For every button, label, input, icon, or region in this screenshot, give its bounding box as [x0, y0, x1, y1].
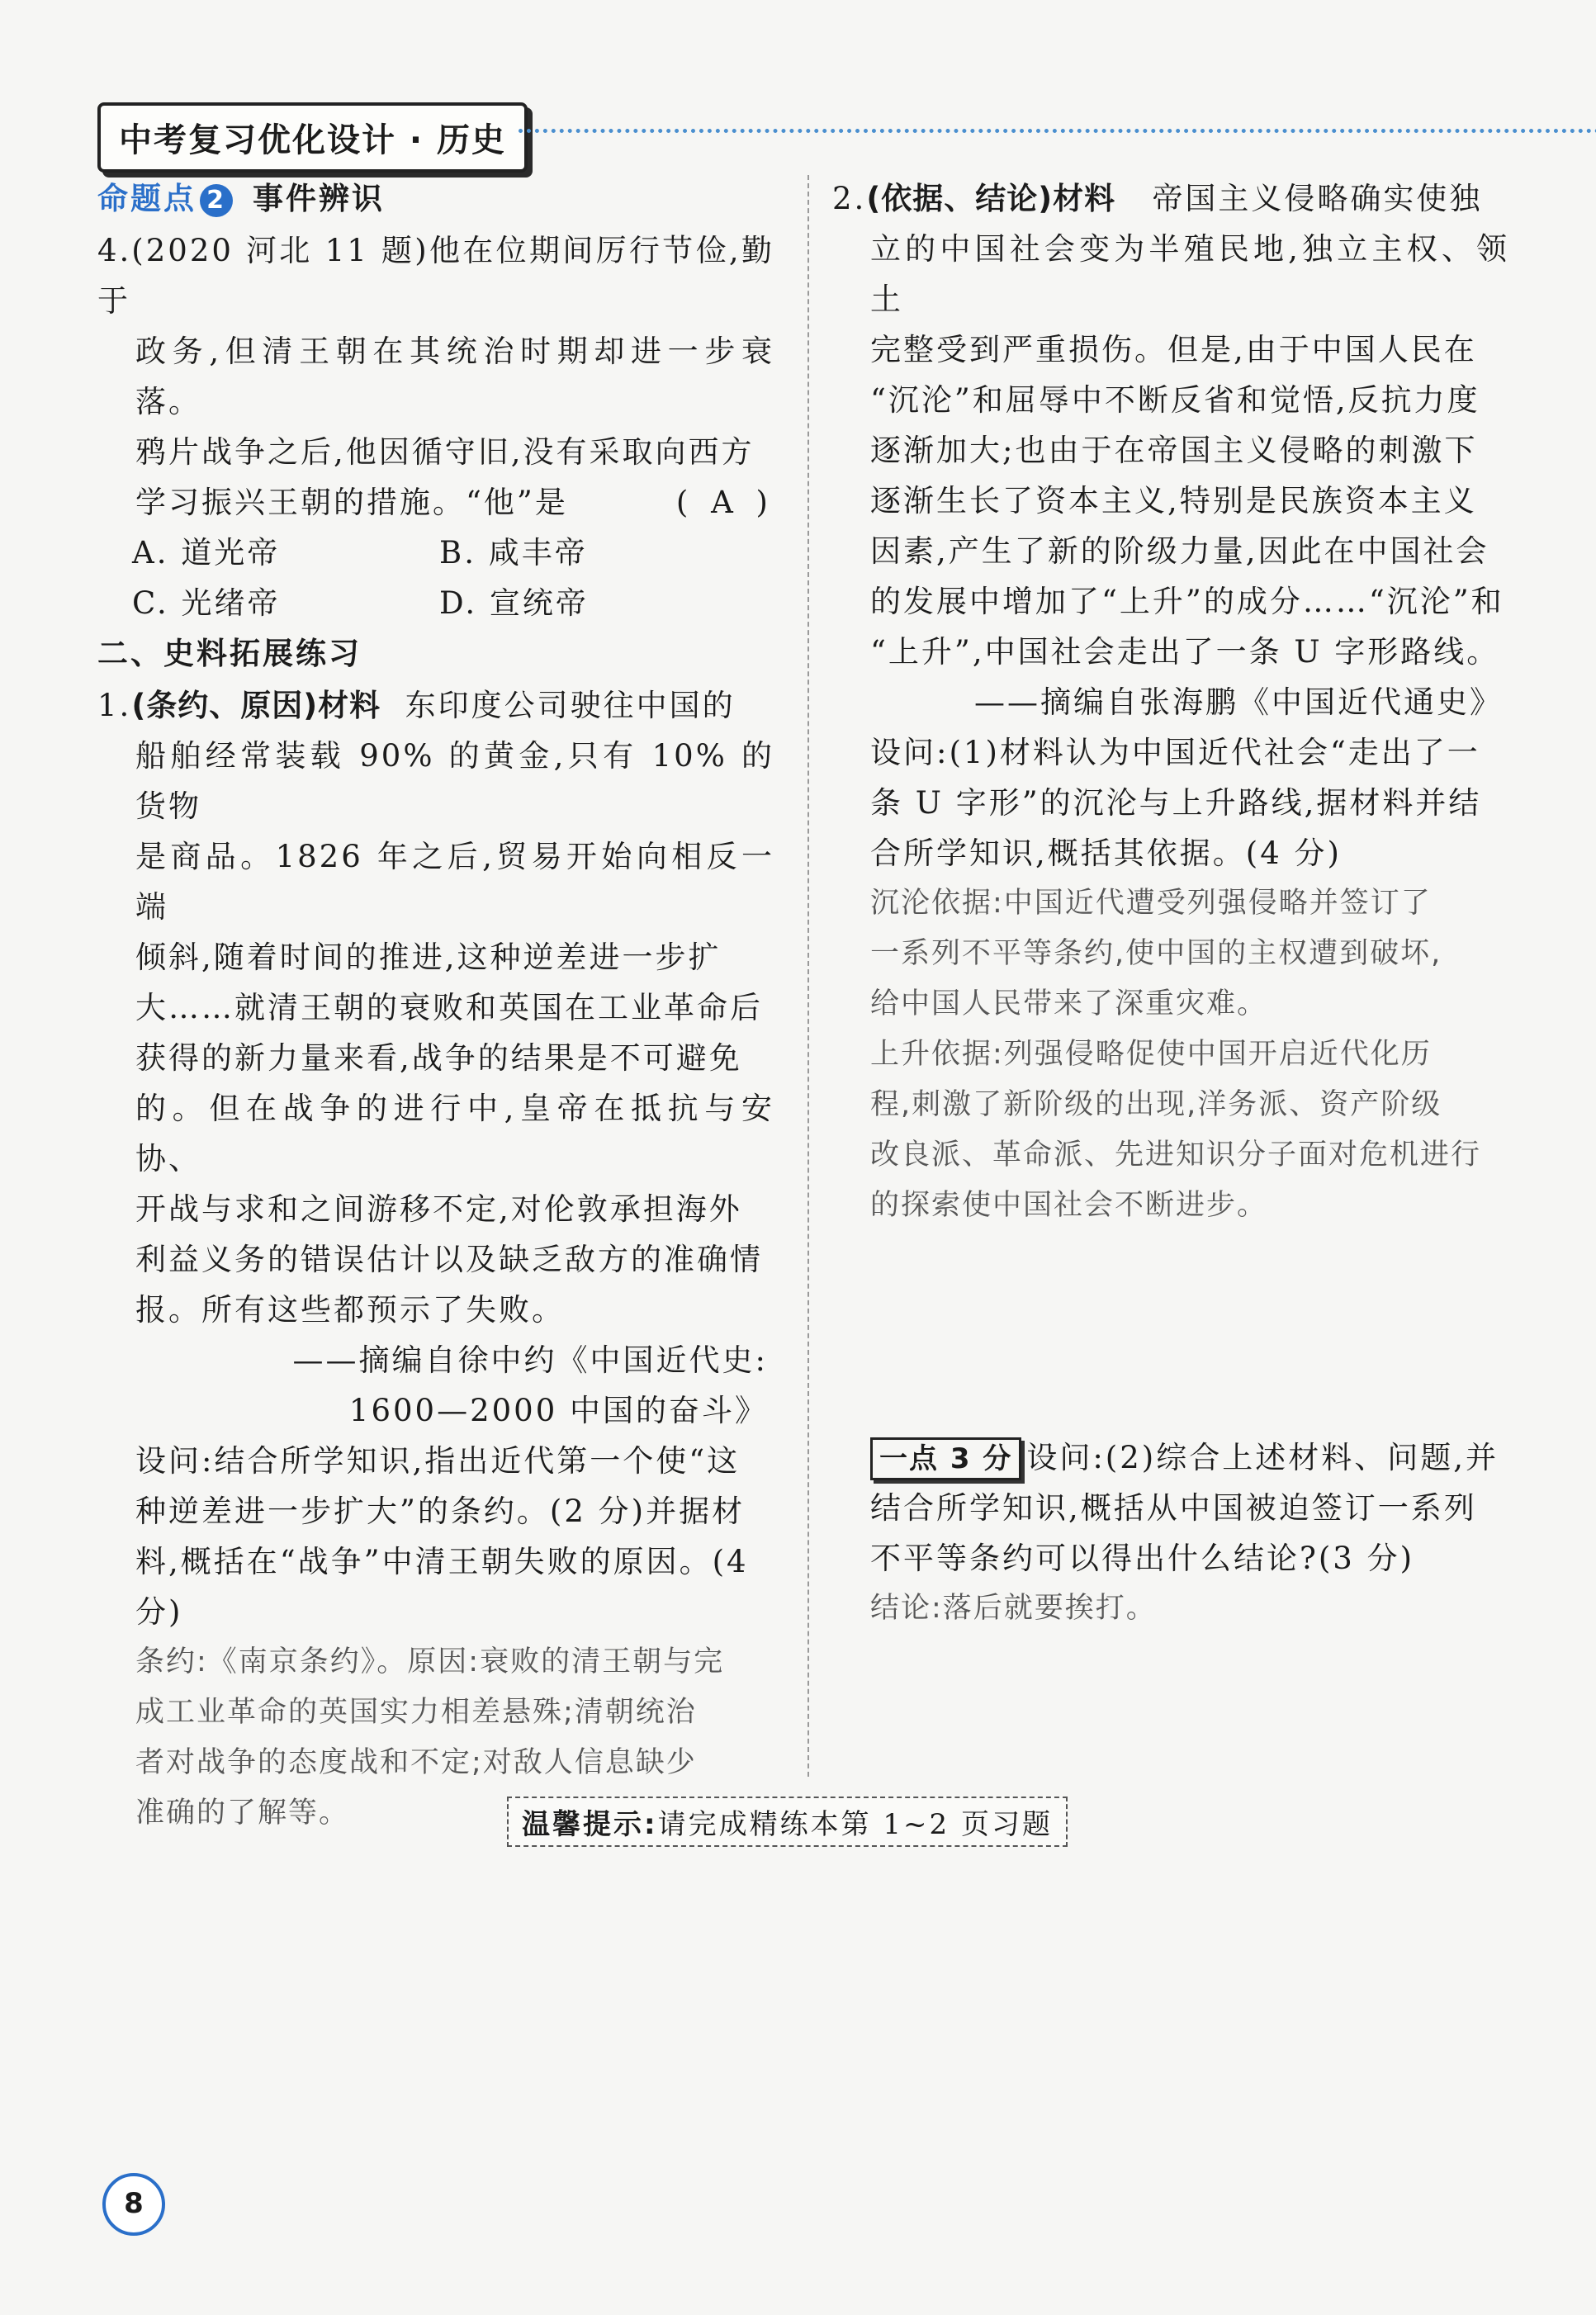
q1-line: 的。但在战争的进行中,皇帝在抵抗与安协、	[135, 1091, 774, 1176]
header-title: 中考复习优化设计 · 历史	[97, 102, 528, 173]
q2-question2-text: 设问:(2)综合上述材料、问题,并	[1026, 1440, 1499, 1475]
q2-answer1: 改良派、革命派、先进知识分子面对危机进行	[870, 1139, 1482, 1172]
q2-question2: 不平等条约可以得出什么结论?(3 分)	[870, 1541, 1415, 1576]
q1-answer: 者对战争的态度战和不定;对敌人信息缺少	[135, 1746, 697, 1779]
q1-source: 1600—2000 中国的奋斗》	[348, 1393, 768, 1428]
q2-line	[832, 173, 1509, 224]
part2-heading: 二、史料拓展练习	[97, 636, 362, 671]
option-a: A. 道光帝	[132, 535, 281, 570]
q1-question: 料,概括在“战争”中清王朝失败的原因。(4	[135, 1544, 749, 1579]
q1-tag: (条约、原因)材料	[131, 688, 381, 723]
q4-answer: ( A )	[675, 485, 774, 520]
question-2	[832, 173, 1509, 1634]
section-number-badge: 2	[200, 184, 233, 217]
q2-question1: 条 U 字形”的沉沦与上升路线,据材料并结	[870, 785, 1482, 821]
q1-line: 是商品。1826 年之后,贸易开始向相反一端	[135, 839, 774, 925]
section-label: 命题点	[97, 181, 197, 216]
option-b: B. 咸丰帝	[439, 535, 588, 570]
q2-answer1: 给中国人民带来了深重灾难。	[870, 987, 1268, 1020]
q2-num: 2.	[832, 181, 867, 216]
section-heading	[97, 173, 774, 224]
tip-label: 温馨提示:	[522, 1808, 658, 1841]
q1-line	[97, 680, 774, 731]
q1-question: 种逆差进一步扩大”的条约。(2 分)并据材	[135, 1494, 746, 1529]
q1-line: 利益义务的错误估计以及缺乏敌方的准确情	[135, 1242, 763, 1277]
tip-text: 请完成精练本第 1~2 页习题	[657, 1808, 1053, 1841]
column-divider	[807, 175, 809, 1777]
question-4	[97, 225, 774, 628]
q1-source: ——摘编自徐中约《中国近代史:	[292, 1342, 768, 1378]
q2-answer1: 程,刺激了新阶级的出现,洋务派、资产阶级	[870, 1088, 1442, 1121]
q1-line: 开战与求和之间游移不定,对伦敦承担海外	[135, 1191, 742, 1227]
q2-question2	[832, 1432, 1509, 1483]
q2-answer1: 沉沦依据:中国近代遭受列强侵略并签订了	[870, 887, 1432, 920]
q2-line-text: 帝国主义侵略确实使独	[1152, 181, 1483, 216]
q2-answer1: 一系列不平等条约,使中国的主权遭到破坏,	[870, 937, 1442, 970]
q1-answer: 成工业革命的英国实力相差悬殊;清朝统治	[135, 1696, 697, 1729]
section-title: 事件辨识	[253, 181, 385, 216]
question-1	[97, 680, 774, 1839]
reminder-tip	[507, 1797, 1068, 1847]
q2-line: “沉沦”和屈辱中不断反省和觉悟,反抗力度	[870, 382, 1480, 418]
q2-question1: 合所学知识,概括其依据。(4 分)	[870, 836, 1342, 871]
q1-line: 获得的新力量来看,战争的结果是不可避免	[135, 1040, 742, 1076]
q4-line: 政务,但清王朝在其统治时期却进一步衰落。	[135, 334, 774, 419]
q2-line: 的发展中增加了“上升”的成分……“沉沦”和	[870, 584, 1504, 619]
q2-line: 因素,产生了新的阶级力量,因此在中国社会	[870, 533, 1489, 569]
answer-space	[832, 1231, 1509, 1432]
q1-line: 报。所有这些都预示了失败。	[135, 1292, 565, 1328]
q2-line: 立的中国社会变为半殖民地,独立主权、领土	[870, 231, 1509, 317]
q4-options	[97, 528, 774, 628]
q2-line: 逐渐加大;也由于在帝国主义侵略的刺激下	[870, 433, 1478, 468]
q4-line-text: 学习振兴王朝的措施。“他”是	[135, 485, 568, 520]
page-header	[97, 102, 528, 173]
q4-line: 鸦片战争之后,他因循守旧,没有采取向西方	[135, 434, 755, 470]
q2-line: 完整受到严重损伤。但是,由于中国人民在	[870, 332, 1477, 367]
score-badge: 一点 3 分	[870, 1437, 1021, 1480]
q1-answer: 条约:《南京条约》。原因:衰败的清王朝与完	[135, 1645, 725, 1678]
q2-tag: (依据、结论)材料	[866, 181, 1116, 216]
option-c: C. 光绪帝	[132, 585, 281, 621]
q1-answer: 准确的了解等。	[135, 1797, 350, 1830]
q1-line: 船舶经常装载 90% 的黄金,只有 10% 的货物	[135, 738, 774, 824]
q1-question: 设问:结合所学知识,指出近代第一个使“这	[135, 1443, 741, 1479]
q2-answer1: 上升依据:列强侵略促使中国开启近代化历	[870, 1038, 1432, 1071]
q1-question: 分)	[135, 1594, 183, 1630]
q2-question2: 结合所学知识,概括从中国被迫签订一系列	[870, 1490, 1477, 1526]
q2-question1: 设问:(1)材料认为中国近代社会“走出了一	[870, 735, 1480, 770]
q1-num: 1.	[97, 688, 132, 723]
q2-answer2: 结论:落后就要挨打。	[870, 1592, 1157, 1625]
q1-line: 大……就清王朝的衰败和英国在工业革命后	[135, 990, 763, 1025]
q2-line: 逐渐生长了资本主义,特别是民族资本主义	[870, 483, 1477, 518]
q2-source: ——摘编自张海鹏《中国近代通史》	[974, 684, 1503, 720]
option-d: D. 宣统帝	[439, 585, 589, 621]
right-column	[832, 173, 1509, 1634]
q1-line-text: 东印度公司驶往中国的	[405, 688, 736, 723]
q4-line: 4.(2020 河北 11 题)他在位期间厉行节俭,勤于	[97, 233, 774, 319]
q4-line	[97, 477, 774, 528]
header-dotted-rule	[519, 129, 1596, 133]
q2-answer1: 的探索使中国社会不断进步。	[870, 1189, 1268, 1222]
q2-line: “上升”,中国社会走出了一条 U 字形路线。	[870, 634, 1500, 670]
page-number: 8	[102, 2173, 165, 2236]
left-column	[97, 173, 774, 1839]
q1-line: 倾斜,随着时间的推进,这种逆差进一步扩	[135, 940, 722, 975]
